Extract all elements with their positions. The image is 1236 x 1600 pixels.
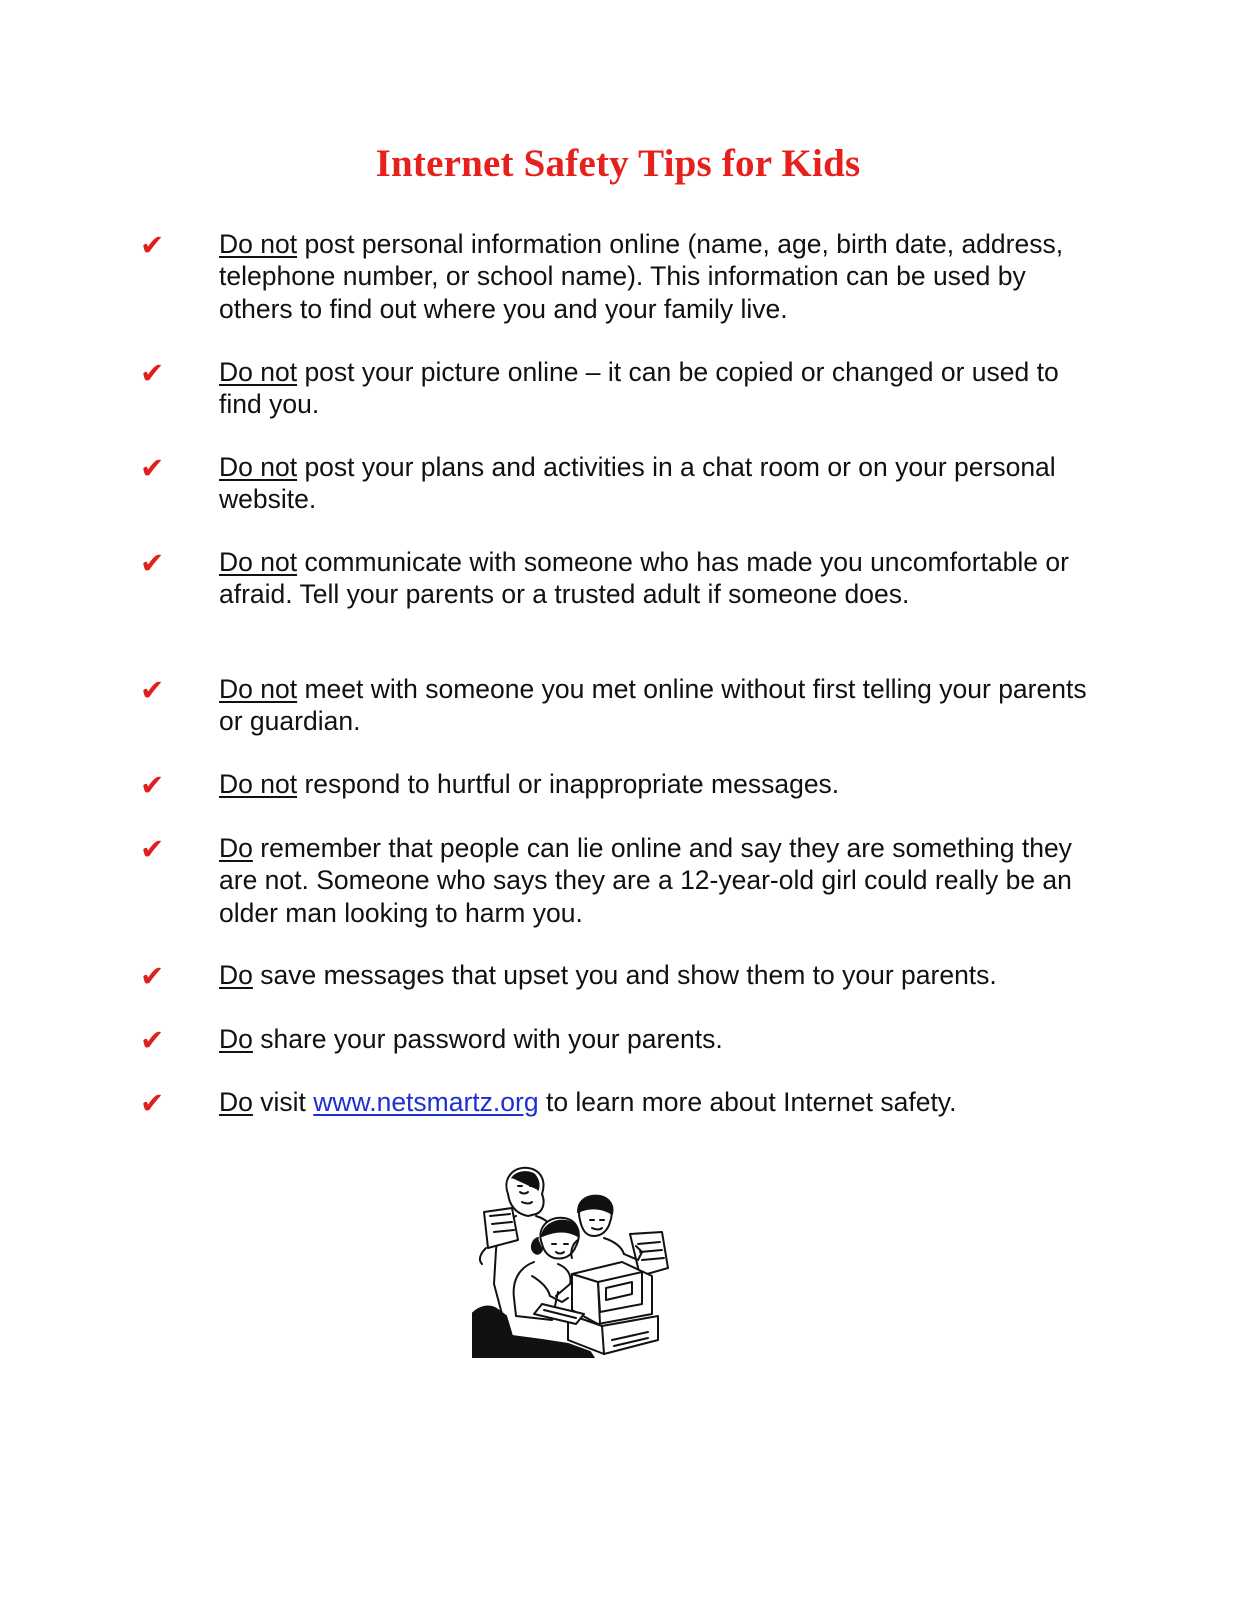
tip-text <box>219 228 1099 325</box>
tip-body: post your plans and activities in a chat room or on your personal website. <box>219 452 1056 515</box>
tip-body: communicate with someone who has made you uncomfortable or afraid. Tell your parents or a trusted adult if someone does. <box>219 547 1069 610</box>
tip-body-after: to learn more about Internet safety. <box>538 1087 957 1117</box>
tip-lead: Do not <box>219 452 298 482</box>
tip-lead: Do not <box>219 357 298 387</box>
checkmark-icon: ✔ <box>140 228 165 262</box>
tip-lead: Do <box>219 1087 253 1117</box>
checkmark-icon: ✔ <box>140 356 165 390</box>
tip-body: respond to hurtful or inappropriate messages. <box>297 769 840 799</box>
tip-lead: Do not <box>219 674 298 704</box>
tip-lead: Do not <box>219 229 298 259</box>
checkmark-icon: ✔ <box>140 1086 165 1120</box>
tip-lead: Do <box>219 833 253 863</box>
tip-lead: Do not <box>219 769 298 799</box>
checkmark-icon: ✔ <box>140 673 165 707</box>
checkmark-icon: ✔ <box>140 959 165 993</box>
tip-body: visit <box>252 1087 314 1117</box>
kids-at-computer-illustration <box>472 1164 684 1358</box>
tip-text <box>219 1023 1099 1055</box>
tip-lead: Do <box>219 960 253 990</box>
checkmark-icon: ✔ <box>140 546 165 580</box>
tip-text <box>219 1086 1099 1118</box>
tip-text <box>219 959 1099 991</box>
page-title: Internet Safety Tips for Kids <box>375 142 861 185</box>
netsmartz-link[interactable]: www.netsmartz.org <box>313 1087 539 1117</box>
tip-body: share your password with your parents. <box>252 1024 723 1054</box>
tip-body: save messages that upset you and show them to your parents. <box>252 960 997 990</box>
checkmark-icon: ✔ <box>140 832 165 866</box>
checkmark-icon: ✔ <box>140 768 165 802</box>
tip-body: remember that people can lie online and say they are something they are not. Someone who says they are a 12-year-old girl could really be an older man looking to harm you. <box>219 833 1072 928</box>
tip-text <box>219 768 1099 800</box>
tip-text <box>219 673 1099 738</box>
tip-body: meet with someone you met online without first telling your parents or guardian. <box>219 674 1087 737</box>
tip-text <box>219 356 1099 421</box>
tip-text <box>219 546 1099 611</box>
tip-body: post personal information online (name, age, birth date, address, telephone number, or school name). This information can be used by others to find out where you and your family live. <box>219 229 1064 324</box>
checkmark-icon: ✔ <box>140 451 165 485</box>
tip-lead: Do <box>219 1024 253 1054</box>
tip-lead: Do not <box>219 547 298 577</box>
checkmark-icon: ✔ <box>140 1023 165 1057</box>
tip-text <box>219 832 1099 929</box>
tip-body: post your picture online – it can be copied or changed or used to find you. <box>219 357 1059 420</box>
tip-text <box>219 451 1099 516</box>
